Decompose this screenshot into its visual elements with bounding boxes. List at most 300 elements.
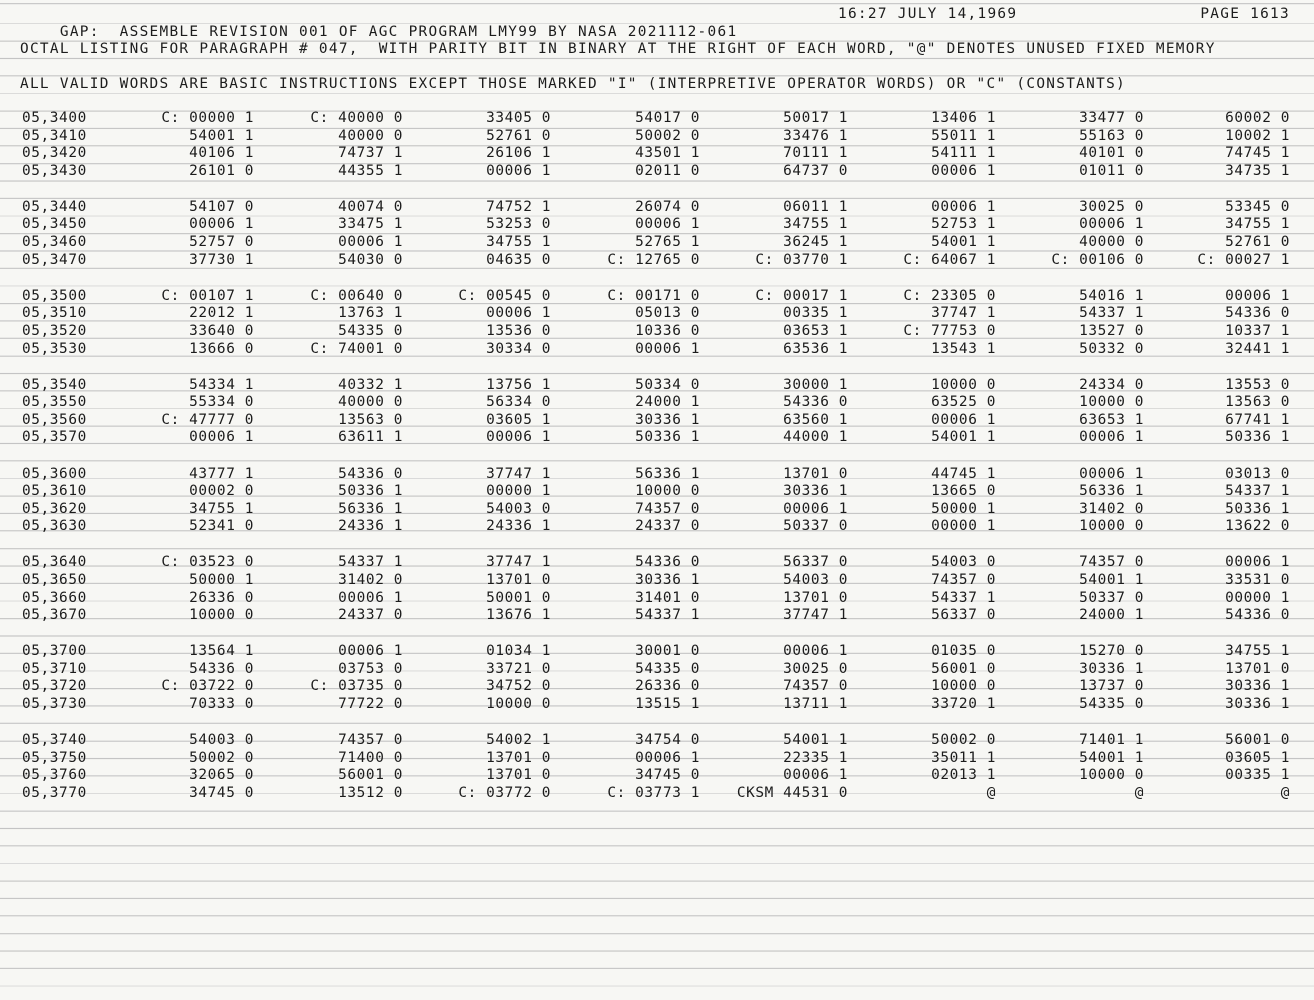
octal-word: 13406 1 — [931, 110, 996, 126]
octal-word: 00006 1 — [783, 767, 848, 784]
octal-word: 37747 1 — [486, 554, 551, 571]
octal-word: 00006 1 — [783, 643, 848, 660]
octal-word: 34755 1 — [486, 234, 551, 251]
octal-word: 63525 0 — [931, 394, 996, 411]
octal-word: 54030 0 — [338, 251, 403, 268]
octal-word: 10000 0 — [189, 607, 254, 624]
octal-word: 00000 1 — [931, 518, 996, 535]
octal-word: 56336 1 — [1079, 483, 1144, 500]
table-row — [0, 678, 1314, 696]
octal-word: 33721 0 — [486, 660, 551, 677]
row-address: 05,3660 — [22, 589, 87, 606]
octal-word: 00006 1 — [1225, 554, 1290, 571]
row-address: 05,3430 — [22, 162, 87, 179]
table-row — [0, 483, 1314, 501]
octal-word: 40000 0 — [338, 394, 403, 411]
table-row — [0, 145, 1314, 163]
octal-word: 37747 1 — [783, 607, 848, 624]
table-row — [0, 323, 1314, 341]
table-row — [0, 732, 1314, 750]
octal-word: 00006 1 — [486, 429, 551, 446]
octal-word: 56001 0 — [338, 767, 403, 784]
octal-word: 04635 0 — [486, 251, 551, 268]
octal-word: 13711 1 — [783, 696, 848, 713]
octal-word: 67741 1 — [1225, 411, 1290, 428]
octal-word: 54336 0 — [338, 465, 403, 482]
row-address: 05,3730 — [22, 696, 87, 713]
octal-word: 00000 1 — [486, 483, 551, 500]
octal-word: 32441 1 — [1225, 340, 1290, 357]
octal-word: 13564 1 — [189, 643, 254, 660]
row-address: 05,3410 — [22, 127, 87, 144]
octal-word: 37747 1 — [486, 465, 551, 482]
octal-word: 26106 1 — [486, 145, 551, 162]
octal-word: 56334 0 — [486, 394, 551, 411]
octal-word: 13763 1 — [338, 305, 403, 322]
octal-word: 30336 1 — [635, 571, 700, 588]
octal-word: C: 00640 0 — [310, 287, 403, 304]
octal-word: 52341 0 — [189, 518, 254, 535]
octal-word: 30025 0 — [783, 660, 848, 677]
octal-word: 71401 1 — [1079, 732, 1144, 749]
octal-word: 01034 1 — [486, 643, 551, 660]
row-address: 05,3740 — [22, 732, 87, 749]
octal-word: 54003 0 — [783, 571, 848, 588]
octal-word: 33405 0 — [486, 110, 551, 126]
octal-word: 50001 0 — [486, 589, 551, 606]
octal-word: 26101 0 — [189, 162, 254, 179]
octal-word: 31401 0 — [635, 589, 700, 606]
octal-word: C: 64067 1 — [903, 251, 996, 268]
octal-word: 44745 1 — [931, 465, 996, 482]
table-row — [0, 554, 1314, 572]
octal-word: @ — [1134, 784, 1144, 801]
octal-word: 56336 1 — [338, 500, 403, 517]
octal-word: 74737 1 — [338, 145, 403, 162]
octal-word: 30000 1 — [783, 376, 848, 393]
octal-word: 30025 0 — [1079, 198, 1144, 215]
octal-word: 13563 0 — [1225, 394, 1290, 411]
octal-word: 54337 1 — [338, 554, 403, 571]
octal-word: 13527 0 — [1079, 322, 1144, 339]
octal-word: 50002 0 — [931, 732, 996, 749]
octal-word: 00006 1 — [189, 429, 254, 446]
octal-word: 03013 0 — [1225, 465, 1290, 482]
octal-word: 00006 1 — [486, 162, 551, 179]
row-address: 05,3750 — [22, 749, 87, 766]
octal-word: 53253 0 — [486, 216, 551, 233]
octal-word: 00335 1 — [783, 305, 848, 322]
row-address: 05,3620 — [22, 500, 87, 517]
table-row — [0, 110, 1314, 128]
octal-word: 44355 1 — [338, 162, 403, 179]
octal-word: 13701 0 — [486, 749, 551, 766]
octal-word: 13543 1 — [931, 340, 996, 357]
octal-word: 31402 0 — [1079, 500, 1144, 517]
octal-word: 63611 1 — [338, 429, 403, 446]
octal-word: 13563 0 — [338, 411, 403, 428]
octal-word: 55334 0 — [189, 394, 254, 411]
row-address: 05,3700 — [22, 643, 87, 660]
octal-word: 13737 0 — [1079, 678, 1144, 695]
octal-word: 13676 1 — [486, 607, 551, 624]
octal-word: 00006 1 — [635, 216, 700, 233]
octal-word: 00006 1 — [931, 198, 996, 215]
octal-word: 54001 1 — [783, 732, 848, 749]
timestamp: 16:27 JULY 14,1969 — [838, 6, 1018, 22]
octal-word: 10000 0 — [931, 376, 996, 393]
octal-word: 50017 1 — [783, 110, 848, 126]
octal-word: 74357 0 — [1079, 554, 1144, 571]
octal-word: 00335 1 — [1225, 767, 1290, 784]
octal-word: 24334 0 — [1079, 376, 1144, 393]
octal-word: 10336 0 — [635, 322, 700, 339]
octal-word: 54336 0 — [783, 394, 848, 411]
octal-word: 13622 0 — [1225, 518, 1290, 535]
octal-word: 03605 1 — [1225, 749, 1290, 766]
octal-word: 43777 1 — [189, 465, 254, 482]
octal-word: 30336 1 — [635, 411, 700, 428]
octal-word: 52761 0 — [1225, 234, 1290, 251]
octal-word: @ — [986, 784, 996, 801]
octal-word: 30336 1 — [1225, 696, 1290, 713]
octal-word: 34755 1 — [783, 216, 848, 233]
octal-word: 13512 0 — [338, 784, 403, 801]
octal-word: C: 00017 1 — [755, 287, 848, 304]
table-row — [0, 501, 1314, 519]
octal-word: 00006 1 — [1079, 465, 1144, 482]
table-row — [0, 305, 1314, 323]
octal-word: 03653 1 — [783, 322, 848, 339]
program-title: GAP: ASSEMBLE REVISION 001 OF AGC PROGRAM LMY99 BY NASA 2021112-061 — [59, 24, 738, 40]
octal-word: 63536 1 — [783, 340, 848, 357]
octal-word: 54001 1 — [189, 127, 254, 144]
octal-word: 54003 0 — [189, 732, 254, 749]
octal-word: 33476 1 — [783, 127, 848, 144]
octal-word: 54337 1 — [931, 589, 996, 606]
octal-word: 00006 1 — [189, 216, 254, 233]
octal-word: C: 00171 0 — [607, 287, 700, 304]
octal-word: 13553 0 — [1225, 376, 1290, 393]
octal-word: C: 03770 1 — [755, 251, 848, 268]
octal-word: 30334 0 — [486, 340, 551, 357]
octal-word: 70111 1 — [783, 145, 848, 162]
octal-word: 50337 0 — [1079, 589, 1144, 606]
row-address: 05,3570 — [22, 429, 87, 446]
octal-word: 02013 1 — [931, 767, 996, 784]
valid-words-note: ALL VALID WORDS ARE BASIC INSTRUCTIONS EXCEPT THOSE MARKED "I" (INTERPRETIVE OPERATOR WORDS) OR "C" (CONSTANTS) — [20, 76, 1126, 92]
octal-word: 52761 0 — [486, 127, 551, 144]
octal-word: 54336 0 — [189, 660, 254, 677]
octal-word: C: 12765 0 — [607, 251, 700, 268]
octal-word: 00006 1 — [1079, 429, 1144, 446]
octal-word: 54001 1 — [931, 429, 996, 446]
octal-word: 02011 0 — [635, 162, 700, 179]
table-row — [0, 429, 1314, 447]
row-address: 05,3520 — [22, 322, 87, 339]
octal-word: 63560 1 — [783, 411, 848, 428]
octal-word: C: 03773 1 — [607, 784, 700, 801]
octal-word: 74745 1 — [1225, 145, 1290, 162]
row-address: 05,3640 — [22, 554, 87, 571]
octal-word: @ — [1280, 784, 1290, 801]
octal-word: 77722 0 — [338, 696, 403, 713]
row-address: 05,3460 — [22, 234, 87, 251]
octal-word: 50336 1 — [1225, 500, 1290, 517]
row-address: 05,3670 — [22, 607, 87, 624]
octal-word: 54336 0 — [635, 554, 700, 571]
octal-word: 50336 1 — [338, 483, 403, 500]
table-row — [0, 234, 1314, 252]
octal-word: 74357 0 — [338, 732, 403, 749]
octal-word: 54335 0 — [635, 660, 700, 677]
octal-word: 35011 1 — [931, 749, 996, 766]
octal-word: 34755 1 — [189, 500, 254, 517]
octal-word: 10337 1 — [1225, 322, 1290, 339]
octal-word: 52753 1 — [931, 216, 996, 233]
octal-word: 50336 1 — [1225, 429, 1290, 446]
octal-word: 30001 0 — [635, 643, 700, 660]
row-address: 05,3420 — [22, 145, 87, 162]
table-row — [0, 163, 1314, 181]
octal-word: 50334 0 — [635, 376, 700, 393]
table-row — [0, 661, 1314, 679]
octal-word: 10000 0 — [1079, 394, 1144, 411]
row-address: 05,3650 — [22, 571, 87, 588]
octal-word: 24000 1 — [1079, 607, 1144, 624]
table-row — [0, 607, 1314, 625]
octal-word: C: 47777 0 — [161, 411, 254, 428]
octal-word: C: 03523 0 — [161, 554, 254, 571]
octal-word: 00006 1 — [1079, 216, 1144, 233]
octal-word: 33720 1 — [931, 696, 996, 713]
octal-word: 56337 0 — [931, 607, 996, 624]
octal-word: 54001 1 — [1079, 749, 1144, 766]
octal-word: 00006 1 — [338, 589, 403, 606]
octal-word: 13701 0 — [783, 589, 848, 606]
octal-word: 55011 1 — [931, 127, 996, 144]
octal-word: 54334 1 — [189, 376, 254, 393]
octal-word: 24336 1 — [486, 518, 551, 535]
octal-word: C: 00027 1 — [1197, 251, 1290, 268]
octal-word: 13665 0 — [931, 483, 996, 500]
octal-word: 63653 1 — [1079, 411, 1144, 428]
octal-word: 50002 0 — [635, 127, 700, 144]
octal-word: 33640 0 — [189, 322, 254, 339]
table-row — [0, 643, 1314, 661]
octal-word: 40000 0 — [338, 127, 403, 144]
octal-word: C: 03735 0 — [310, 678, 403, 695]
octal-word: 13701 0 — [486, 767, 551, 784]
octal-word: 74357 0 — [931, 571, 996, 588]
octal-word: C: 00106 0 — [1051, 251, 1144, 268]
octal-word: 13701 0 — [1225, 660, 1290, 677]
octal-word: 15270 0 — [1079, 643, 1144, 660]
octal-word: 03753 0 — [338, 660, 403, 677]
octal-listing-heading: OCTAL LISTING FOR PARAGRAPH # 047, WITH PARITY BIT IN BINARY AT THE RIGHT OF EACH WORD, "@" DENOTES UNUSED FIXED MEMORY — [20, 41, 1216, 57]
row-address: 05,3560 — [22, 411, 87, 428]
octal-word: 40074 0 — [338, 198, 403, 215]
octal-word: 44000 1 — [783, 429, 848, 446]
octal-word: 10000 0 — [1079, 518, 1144, 535]
octal-word: 52765 1 — [635, 234, 700, 251]
octal-word: 10000 0 — [486, 696, 551, 713]
octal-word: 00006 1 — [338, 643, 403, 660]
octal-word: 13515 1 — [635, 696, 700, 713]
octal-word: 54335 0 — [1079, 696, 1144, 713]
row-address: 05,3500 — [22, 287, 87, 304]
octal-word: 22012 1 — [189, 305, 254, 322]
octal-word: 10000 0 — [1079, 767, 1144, 784]
table-row — [0, 785, 1314, 803]
octal-word: 40332 1 — [338, 376, 403, 393]
octal-word: 40101 0 — [1079, 145, 1144, 162]
octal-word: 37747 1 — [931, 305, 996, 322]
octal-word: 13666 0 — [189, 340, 254, 357]
octal-word: 54016 1 — [1079, 287, 1144, 304]
table-row — [0, 767, 1314, 785]
octal-word: 01011 0 — [1079, 162, 1144, 179]
octal-word: 50000 1 — [931, 500, 996, 517]
octal-word: 50002 0 — [189, 749, 254, 766]
octal-word: 70333 0 — [189, 696, 254, 713]
octal-word: 30336 1 — [783, 483, 848, 500]
octal-word: 54001 1 — [1079, 571, 1144, 588]
table-row — [0, 288, 1314, 306]
octal-word: 22335 1 — [783, 749, 848, 766]
octal-word: 54003 0 — [486, 500, 551, 517]
row-address: 05,3540 — [22, 376, 87, 393]
table-row — [0, 518, 1314, 536]
octal-word: 33531 0 — [1225, 571, 1290, 588]
table-row — [0, 216, 1314, 234]
octal-word: 34735 1 — [1225, 162, 1290, 179]
octal-word: 37730 1 — [189, 251, 254, 268]
octal-word: 54111 1 — [931, 145, 996, 162]
octal-listing-table — [0, 110, 1314, 803]
octal-word: 54003 0 — [931, 554, 996, 571]
octal-word: 10002 1 — [1225, 127, 1290, 144]
octal-word: 01035 0 — [931, 643, 996, 660]
row-address: 05,3530 — [22, 340, 87, 357]
octal-word: 50332 0 — [1079, 340, 1144, 357]
row-address: 05,3610 — [22, 483, 87, 500]
octal-word: 34745 0 — [635, 767, 700, 784]
row-address: 05,3510 — [22, 305, 87, 322]
octal-word: 50000 1 — [189, 571, 254, 588]
octal-word: 13701 0 — [486, 571, 551, 588]
octal-word: C: 77753 0 — [903, 322, 996, 339]
octal-word: 54001 1 — [931, 234, 996, 251]
octal-word: 00006 1 — [783, 500, 848, 517]
octal-word: 33477 0 — [1079, 110, 1144, 126]
octal-word: 00006 1 — [1225, 287, 1290, 304]
table-row — [0, 394, 1314, 412]
octal-word: 54336 0 — [1225, 305, 1290, 322]
octal-word: 13701 0 — [783, 465, 848, 482]
octal-word: 56001 0 — [1225, 732, 1290, 749]
row-address: 05,3760 — [22, 767, 87, 784]
octal-word: 33475 1 — [338, 216, 403, 233]
octal-word: 43501 1 — [635, 145, 700, 162]
octal-word: 10000 0 — [931, 678, 996, 695]
octal-word: 74357 0 — [635, 500, 700, 517]
octal-word: 26336 0 — [189, 589, 254, 606]
octal-word: 54337 1 — [635, 607, 700, 624]
table-row — [0, 341, 1314, 359]
table-row — [0, 466, 1314, 484]
octal-word: C: 40000 0 — [310, 110, 403, 126]
octal-word: 30336 1 — [1225, 678, 1290, 695]
octal-word: 54335 0 — [338, 322, 403, 339]
octal-word: 34745 0 — [189, 784, 254, 801]
table-row — [0, 377, 1314, 395]
octal-word: 03605 1 — [486, 411, 551, 428]
page-number: PAGE 1613 — [1200, 6, 1290, 22]
octal-word: 24336 1 — [338, 518, 403, 535]
octal-word: 05013 0 — [635, 305, 700, 322]
octal-word: 74752 1 — [486, 198, 551, 215]
octal-word: 50336 1 — [635, 429, 700, 446]
octal-word: 26074 0 — [635, 198, 700, 215]
octal-word: 56336 1 — [635, 465, 700, 482]
row-address: 05,3720 — [22, 678, 87, 695]
octal-word: 00006 1 — [635, 340, 700, 357]
octal-word: 54107 0 — [189, 198, 254, 215]
octal-word: C: 74001 0 — [310, 340, 403, 357]
table-row — [0, 750, 1314, 768]
octal-word: 53345 0 — [1225, 198, 1290, 215]
octal-word: 00006 1 — [486, 305, 551, 322]
octal-word: 54337 1 — [1225, 483, 1290, 500]
octal-word: 54017 0 — [635, 110, 700, 126]
octal-word: C: 23305 0 — [903, 287, 996, 304]
octal-word: 00006 1 — [931, 411, 996, 428]
octal-word: 36245 1 — [783, 234, 848, 251]
row-address: 05,3440 — [22, 198, 87, 215]
octal-word: 32065 0 — [189, 767, 254, 784]
octal-word: 31402 0 — [338, 571, 403, 588]
row-address: 05,3770 — [22, 784, 87, 801]
row-address: 05,3550 — [22, 394, 87, 411]
row-address: 05,3450 — [22, 216, 87, 233]
octal-word: 54002 1 — [486, 732, 551, 749]
row-address: 05,3600 — [22, 465, 87, 482]
octal-word: 56337 0 — [783, 554, 848, 571]
octal-word: 00006 1 — [931, 162, 996, 179]
octal-word: 13756 1 — [486, 376, 551, 393]
octal-word: 40106 1 — [189, 145, 254, 162]
octal-word: 06011 1 — [783, 198, 848, 215]
octal-word: 74357 0 — [783, 678, 848, 695]
octal-word: 55163 0 — [1079, 127, 1144, 144]
octal-word: 24000 1 — [635, 394, 700, 411]
octal-word: 71400 0 — [338, 749, 403, 766]
octal-word: 00002 0 — [189, 483, 254, 500]
octal-word: 64737 0 — [783, 162, 848, 179]
row-address: 05,3710 — [22, 660, 87, 677]
octal-word: 34755 1 — [1225, 643, 1290, 660]
octal-word: C: 00107 1 — [161, 287, 254, 304]
octal-word: 00000 1 — [1225, 589, 1290, 606]
octal-word: 13536 0 — [486, 322, 551, 339]
octal-word: 54336 0 — [1225, 607, 1290, 624]
octal-word: 56001 0 — [931, 660, 996, 677]
row-address: 05,3400 — [22, 110, 87, 126]
table-row — [0, 412, 1314, 430]
octal-word: 50337 0 — [783, 518, 848, 535]
octal-word: C: 03722 0 — [161, 678, 254, 695]
